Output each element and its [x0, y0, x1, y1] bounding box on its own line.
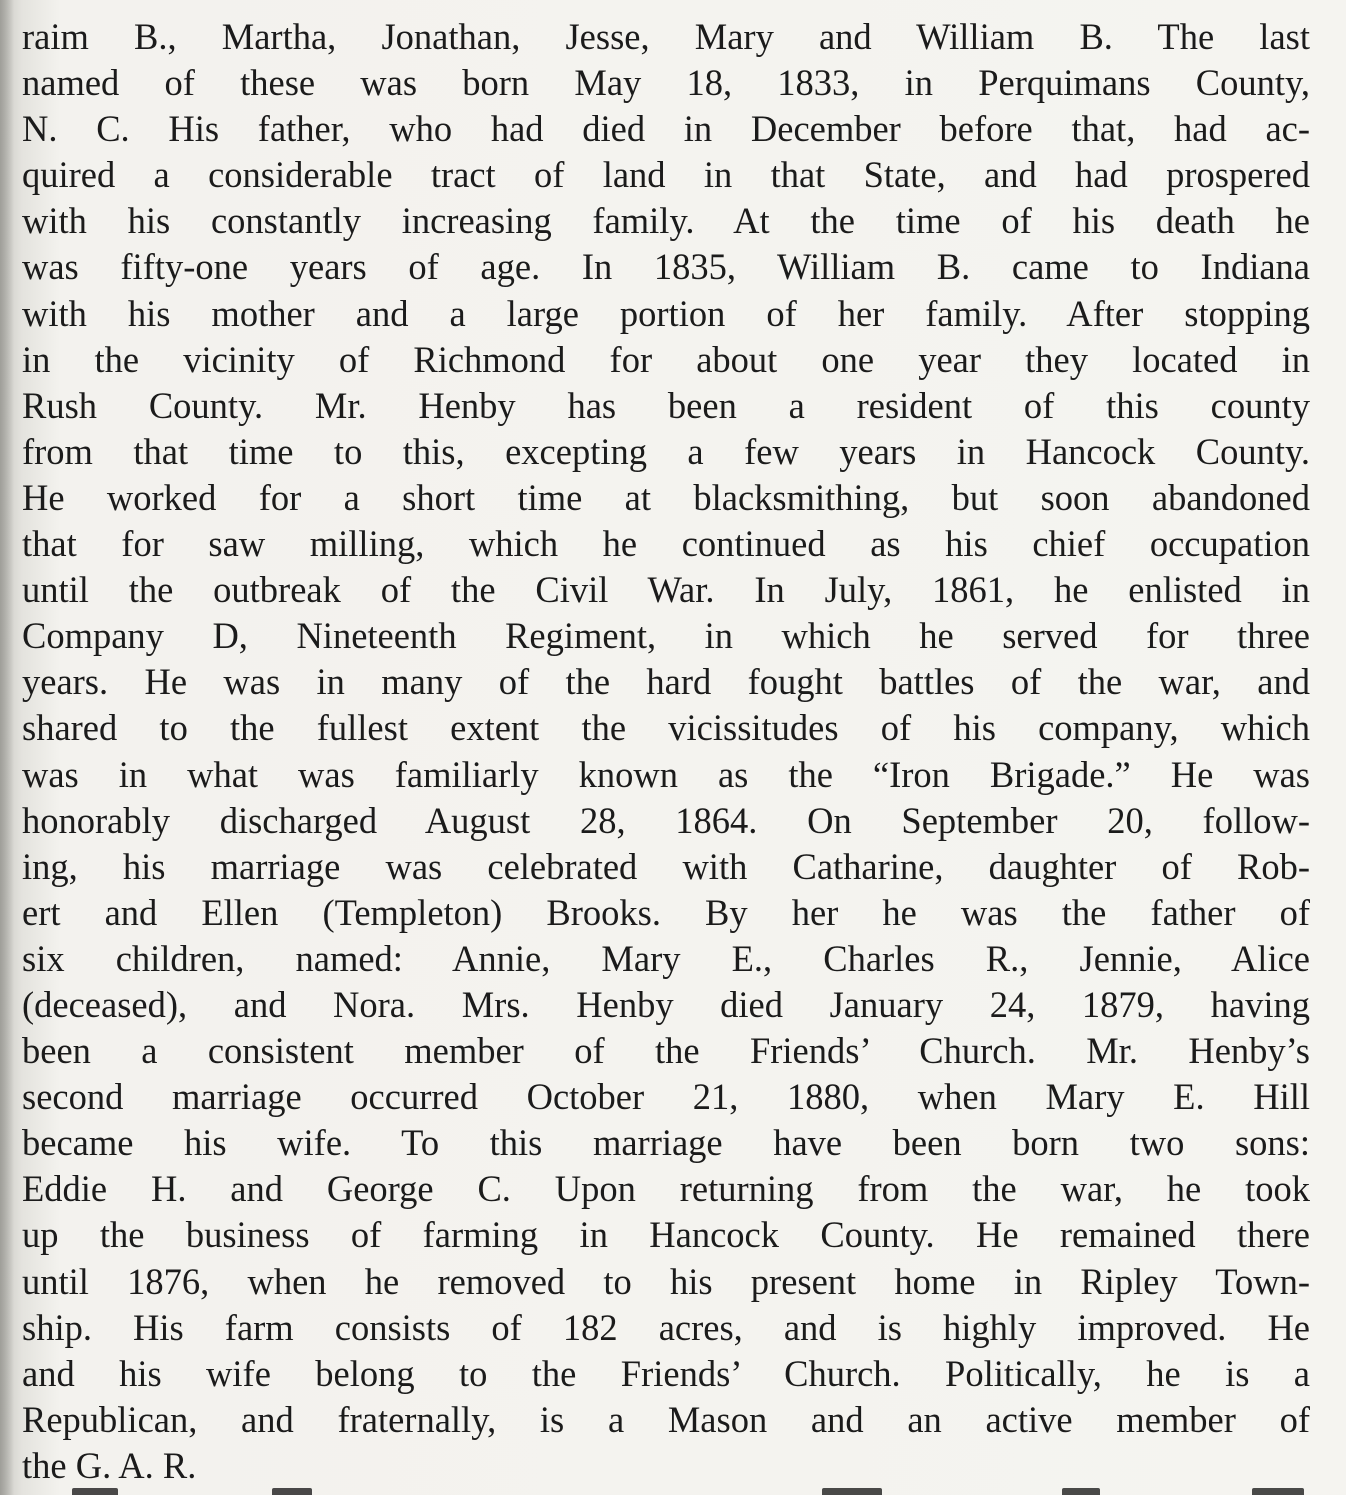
cropped-next-line: [22, 1482, 1310, 1495]
text-line: ing, his marriage was celebrated with Catharine, daughter of Rob-: [22, 845, 1310, 887]
text-line: been a consistent member of the Friends’ Church. Mr. Henby’s: [22, 1030, 1310, 1072]
text-line: Rush County. Mr. Henby has been a resident of this county: [22, 384, 1310, 426]
text-line: until 1876, when he removed to his present home in Ripley Town-: [22, 1260, 1310, 1302]
text-line: quired a considerable tract of land in that State, and had prospered: [22, 154, 1310, 196]
text-line: honorably discharged August 28, 1864. On September 20, follow-: [22, 799, 1310, 841]
binding-shadow: [0, 0, 14, 1495]
text-line: was fifty-one years of age. In 1835, William B. came to Indiana: [22, 246, 1310, 288]
text-line: named of these was born May 18, 1833, in Perquimans County,: [22, 62, 1310, 104]
text-line: Republican, and fraternally, is a Mason and an active member of: [22, 1398, 1310, 1440]
text-line: Company D, Nineteenth Regiment, in which he served for three: [22, 615, 1310, 657]
text-line: in the vicinity of Richmond for about one year they located in: [22, 338, 1310, 380]
text-line: raim B., Martha, Jonathan, Jesse, Mary and William B. The last: [22, 16, 1310, 57]
biography-text: [22, 14, 1310, 1489]
text-line: that for saw milling, which he continued as his chief occupation: [22, 523, 1310, 565]
text-line: six children, named: Annie, Mary E., Charles R., Jennie, Alice: [22, 937, 1310, 979]
text-line: ship. His farm consists of 182 acres, and is highly improved. He: [22, 1306, 1310, 1348]
text-line: was in what was familiarly known as the “Iron Brigade.” He was: [22, 753, 1310, 795]
text-line: with his constantly increasing family. At the time of his death he: [22, 200, 1310, 242]
text-line: Eddie H. and George C. Upon returning from the war, he took: [22, 1168, 1310, 1210]
text-line: up the business of farming in Hancock County. He remained there: [22, 1214, 1310, 1256]
text-line: with his mother and a large portion of her family. After stopping: [22, 292, 1310, 334]
text-line: (deceased), and Nora. Mrs. Henby died January 24, 1879, having: [22, 983, 1310, 1025]
text-line: until the outbreak of the Civil War. In July, 1861, he enlisted in: [22, 569, 1310, 611]
text-line: years. He was in many of the hard fought battles of the war, and: [22, 661, 1310, 703]
text-line: second marriage occurred October 21, 1880, when Mary E. Hill: [22, 1076, 1310, 1118]
text-line: shared to the fullest extent the vicissitudes of his company, which: [22, 707, 1310, 749]
text-line-final: the G. A. R.: [22, 1444, 197, 1486]
text-line: and his wife belong to the Friends’ Church. Politically, he is a: [22, 1352, 1310, 1394]
text-line: from that time to this, excepting a few years in Hancock County.: [22, 430, 1310, 472]
text-line: He worked for a short time at blacksmithing, but soon abandoned: [22, 476, 1310, 518]
text-line: ert and Ellen (Templeton) Brooks. By her he was the father of: [22, 891, 1310, 933]
text-line: became his wife. To this marriage have been born two sons:: [22, 1122, 1310, 1164]
text-line: N. C. His father, who had died in December before that, had ac-: [22, 108, 1310, 150]
